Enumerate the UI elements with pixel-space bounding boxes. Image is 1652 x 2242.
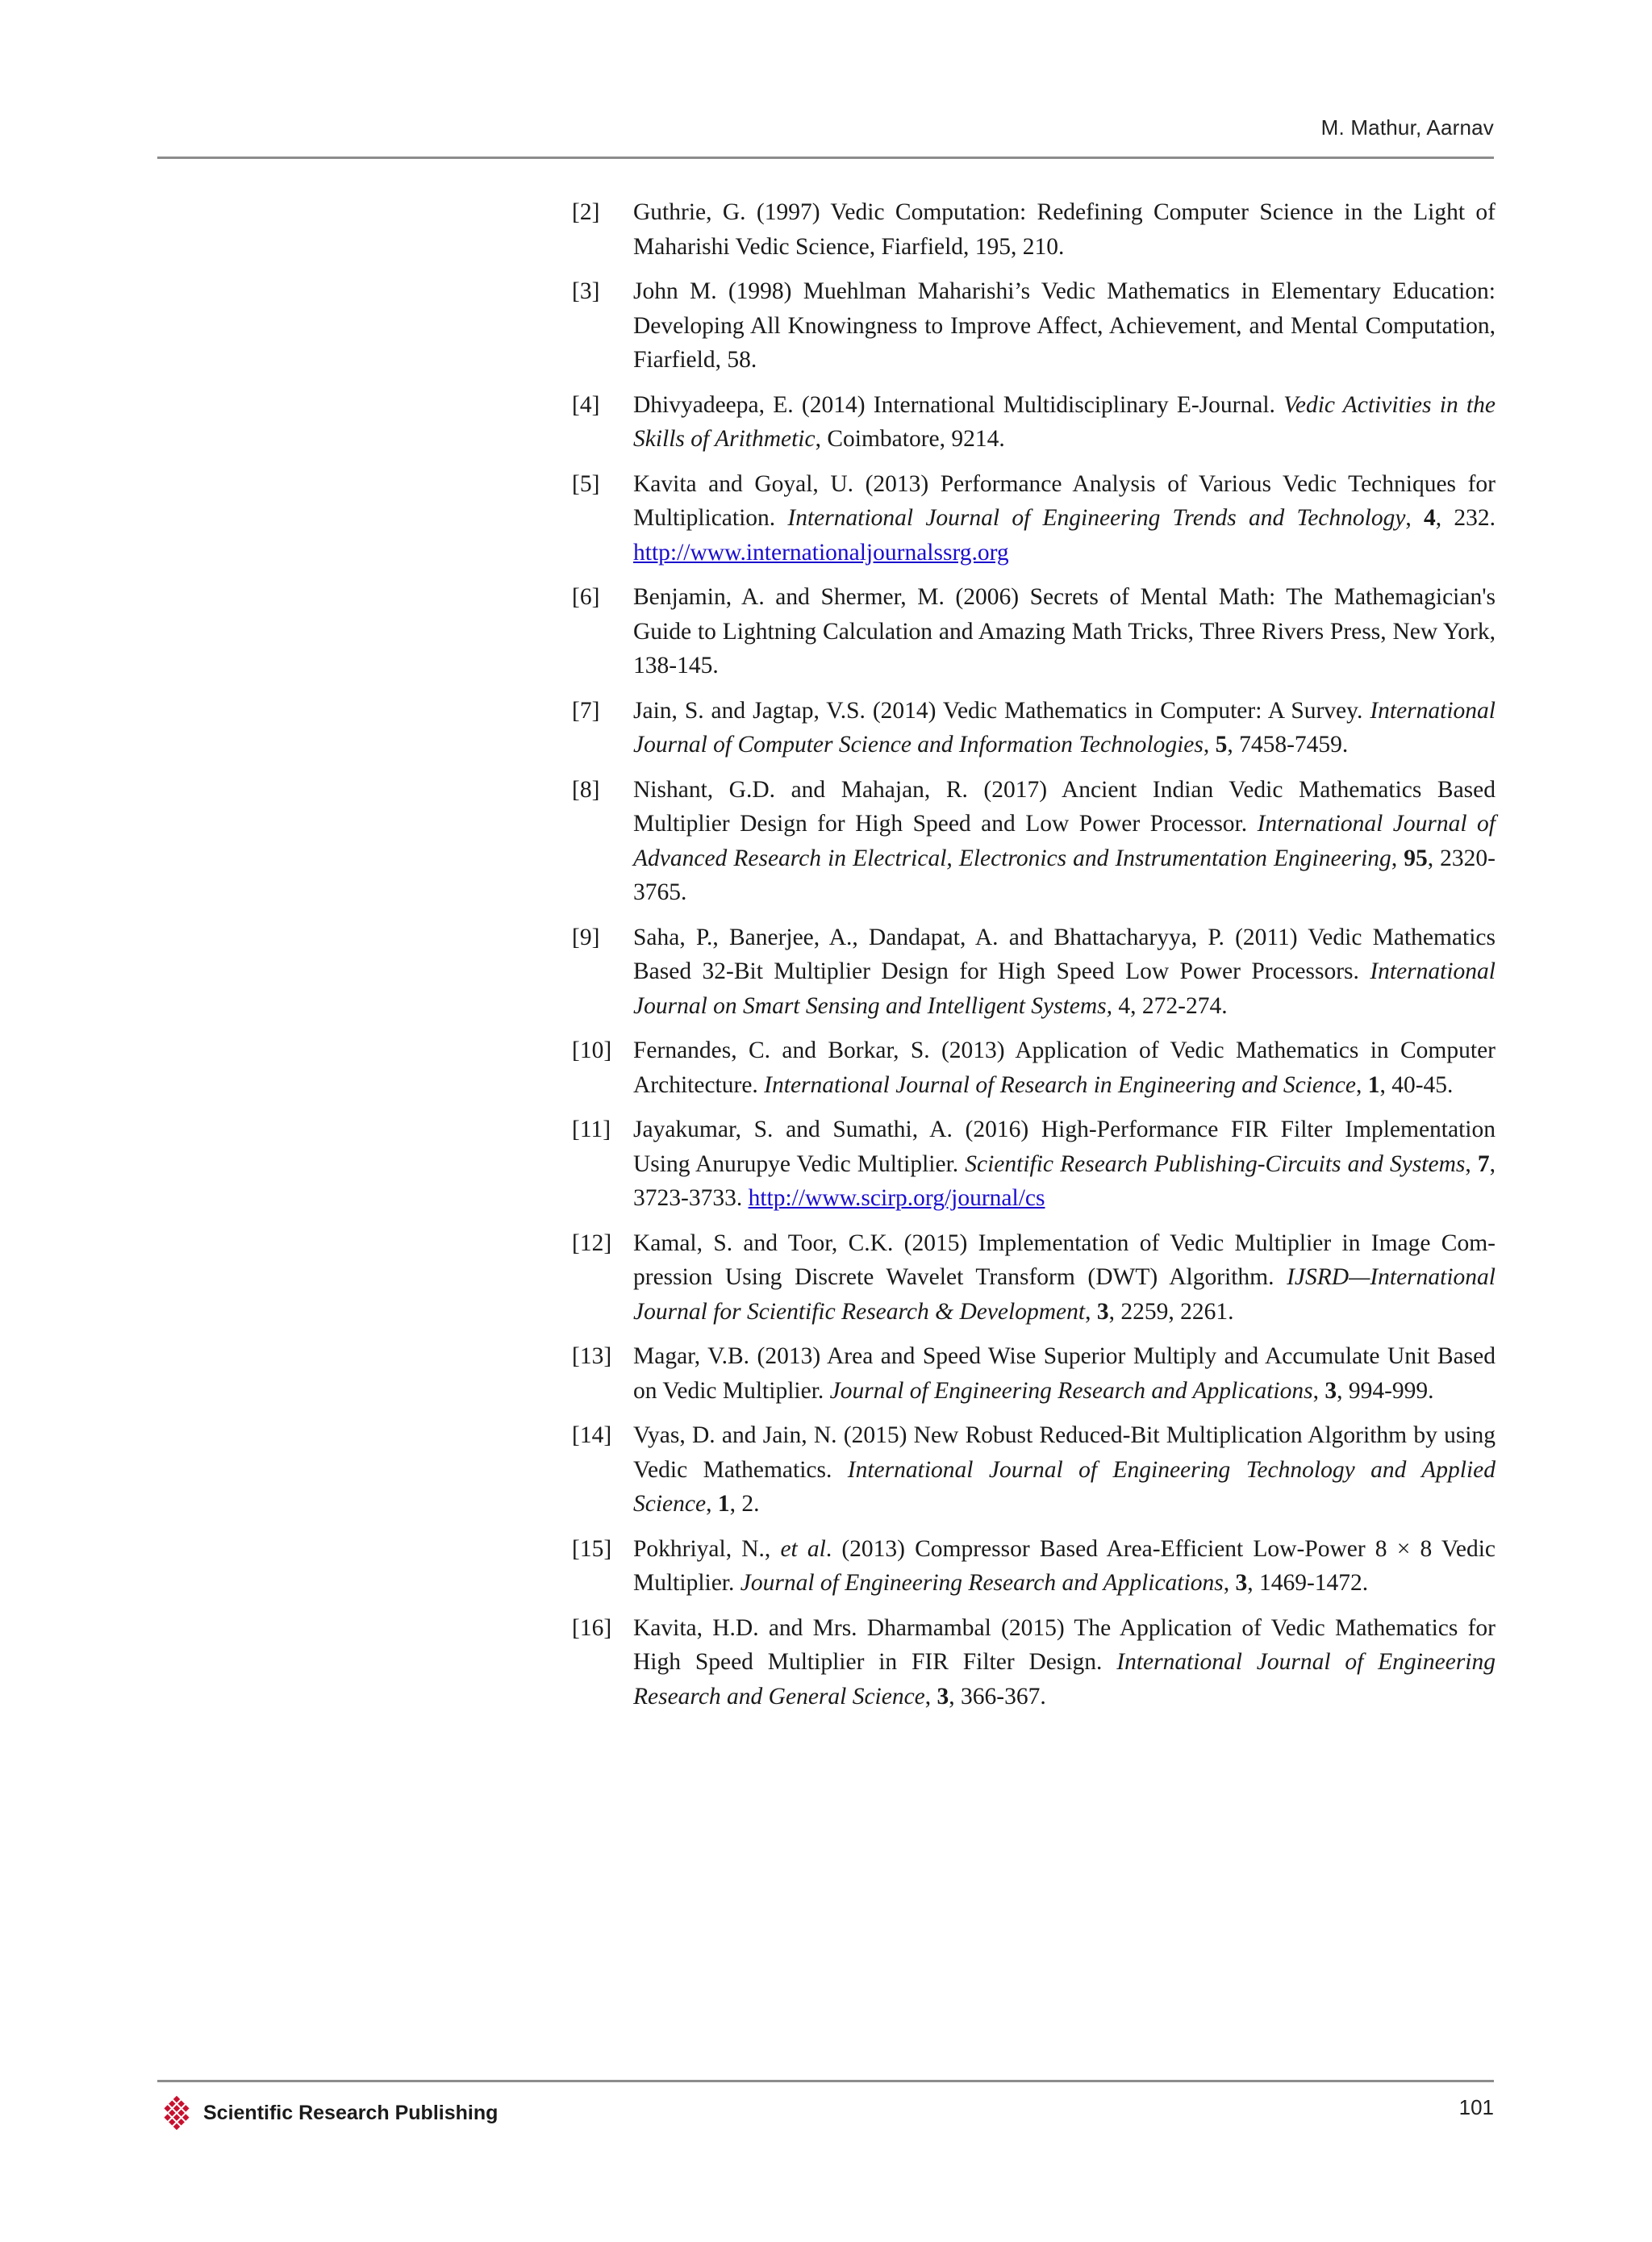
reference-number: [6] bbox=[572, 584, 600, 610]
reference-text-segment: , bbox=[1312, 1377, 1325, 1404]
reference-text-segment: , 1469-1472. bbox=[1247, 1570, 1369, 1596]
reference-text-segment: Kavita and Goyal, U. (2013) Performance Analysis of Various Vedic Techniques for Multiplication. bbox=[633, 470, 1496, 531]
reference-text bbox=[633, 274, 1496, 378]
reference-item bbox=[572, 1339, 1496, 1408]
reference-number: [5] bbox=[572, 470, 600, 497]
reference-text bbox=[633, 388, 1496, 457]
reference-text bbox=[633, 1418, 1496, 1522]
scirp-diamond-logo-icon bbox=[158, 2094, 195, 2131]
reference-text bbox=[633, 1226, 1496, 1330]
reference-text-segment: Kavita, H.D. and Mrs. Dharmambal (2015) The Application of Vedic Mathematics for High Speed Multiplier in FIR Filter Design. bbox=[633, 1614, 1496, 1675]
reference-number: [15] bbox=[572, 1535, 612, 1562]
reference-text-segment: , bbox=[706, 1491, 718, 1517]
reference-text-segment: , 366-367. bbox=[949, 1683, 1046, 1710]
reference-item bbox=[572, 1113, 1496, 1216]
reference-text bbox=[633, 694, 1496, 762]
reference-text bbox=[633, 195, 1496, 264]
reference-text-segment: , Coimbatore, 9214. bbox=[815, 426, 1005, 452]
reference-italic-title: Journal of Engineering Research and Applications bbox=[829, 1377, 1313, 1404]
reference-italic-title: International Journal of Engineering Research and General Science bbox=[633, 1649, 1496, 1710]
reference-number: [13] bbox=[572, 1343, 612, 1369]
reference-text bbox=[633, 1113, 1496, 1216]
reference-italic-title: International Journal of Computer Science and Information Technologies bbox=[633, 697, 1496, 758]
reference-item bbox=[572, 580, 1496, 683]
reference-item bbox=[572, 1611, 1496, 1714]
reference-text-segment: Magar, V.B. (2013) Area and Speed Wise Superior Multiply and Accumulate Unit Based on Vedic Multiplier. bbox=[633, 1343, 1496, 1404]
reference-text-segment: , 3723-3733. bbox=[633, 1150, 1496, 1211]
reference-text bbox=[633, 467, 1496, 570]
reference-item bbox=[572, 1418, 1496, 1522]
reference-text-segment: Pokhriyal, N., bbox=[633, 1535, 781, 1562]
reference-volume: 3 bbox=[1325, 1377, 1337, 1404]
reference-text-segment: Benjamin, A. and Shermer, M. (2006) Secrets of Mental Math: The Mathemagician's Guide to Lightning Calculation and Amazing Math Tricks, Three Rivers Press, New York, 138-145. bbox=[633, 584, 1496, 678]
reference-text-segment: Guthrie, G. (1997) Vedic Computation: Redefining Computer Science in the Light of Maharishi Vedic Science, Fiarfield, 195, 210. bbox=[633, 199, 1496, 260]
reference-item bbox=[572, 467, 1496, 570]
reference-text-segment: Saha, P., Banerjee, A., Dandapat, A. and Bhattacharyya, P. (2011) Vedic Mathematics Based 32-Bit Multiplier Design for High Speed Low Power Processors. bbox=[633, 924, 1496, 984]
reference-text bbox=[633, 773, 1496, 910]
reference-italic-title: Scientific Research Publishing-Circuits and Systems bbox=[965, 1150, 1466, 1177]
reference-text-segment: , 2259, 2261. bbox=[1108, 1298, 1234, 1325]
reference-volume: 3 bbox=[937, 1683, 949, 1710]
reference-text-segment: , 7458-7459. bbox=[1227, 732, 1349, 758]
reference-item bbox=[572, 773, 1496, 910]
header-divider bbox=[157, 157, 1494, 159]
reference-text bbox=[633, 1033, 1496, 1102]
reference-italic-title: IJSRD—International Journal for Scientific Research & Development bbox=[633, 1264, 1496, 1325]
reference-number: [9] bbox=[572, 924, 600, 950]
publisher-block bbox=[158, 2094, 498, 2131]
reference-text-segment: , bbox=[924, 1683, 937, 1710]
reference-number: [8] bbox=[572, 776, 600, 803]
reference-text-segment: Vyas, D. and Jain, N. (2015) New Robust Reduced-Bit Multiplication Algorithm by using Vedic Mathematics. bbox=[633, 1422, 1496, 1483]
reference-link[interactable]: http://www.internationaljournalssrg.org bbox=[633, 539, 1009, 566]
reference-text-segment: , bbox=[1355, 1071, 1368, 1098]
reference-number: [10] bbox=[572, 1037, 612, 1063]
reference-text-segment: , bbox=[1085, 1298, 1097, 1325]
reference-text-segment: 4, 272-274. bbox=[1112, 992, 1228, 1019]
reference-number: [7] bbox=[572, 697, 600, 724]
reference-link[interactable]: http://www.scirp.org/journal/cs bbox=[748, 1185, 1045, 1211]
reference-volume: 5 bbox=[1215, 732, 1228, 758]
reference-number: [3] bbox=[572, 278, 600, 304]
reference-number: [14] bbox=[572, 1422, 612, 1448]
reference-text-segment: , bbox=[1465, 1150, 1478, 1177]
reference-italic-title: International Journal of Advanced Research in Electrical, Electronics and Instrumentation Engineering bbox=[633, 811, 1496, 871]
reference-item bbox=[572, 1226, 1496, 1330]
reference-text-segment: , bbox=[1391, 845, 1404, 871]
reference-text bbox=[633, 1532, 1496, 1601]
reference-text-segment: Jayakumar, S. and Sumathi, A. (2016) High-Performance FIR Filter Implementation Using Anurupye Vedic Multiplier. bbox=[633, 1117, 1496, 1177]
reference-text-segment: Fernandes, C. and Borkar, S. (2013) Application of Vedic Mathematics in Computer Architecture. bbox=[633, 1037, 1496, 1098]
reference-text-segment: Kamal, S. and Toor, C.K. (2015) Implementation of Vedic Multiplier in Image Compression Using Discrete Wavelet Transform (DWT) Algorithm. bbox=[633, 1230, 1496, 1290]
reference-italic-title: International Journal of Engineering Trends and Technology bbox=[787, 505, 1406, 531]
reference-item bbox=[572, 388, 1496, 457]
reference-item bbox=[572, 1033, 1496, 1102]
reference-text-segment: , bbox=[1405, 505, 1425, 531]
reference-volume: 3 bbox=[1096, 1298, 1109, 1325]
reference-text-segment: , 232. bbox=[1435, 505, 1496, 531]
reference-text-segment: Nishant, G.D. and Mahajan, R. (2017) Ancient Indian Vedic Mathematics Based Multiplier Design for High Speed and Low Power Processor. bbox=[633, 776, 1496, 837]
reference-text bbox=[633, 580, 1496, 683]
reference-text bbox=[633, 1611, 1496, 1714]
reference-text-segment: John M. (1998) Muehlman Maharishi’s Vedic Mathematics in Elementary Education: Developing All Knowingness to Improve Affect, Achievement, and Mental Computation, Fiarfield, 58. bbox=[633, 278, 1496, 373]
reference-italic-title: International Journal of Research in Engineering and Science bbox=[764, 1071, 1356, 1098]
reference-text-segment: , bbox=[1223, 1570, 1236, 1596]
running-header-author: M. Mathur, Aarnav bbox=[1320, 115, 1494, 140]
reference-volume: 95 bbox=[1404, 845, 1428, 871]
reference-italic-title: International Journal of Engineering Technology and Applied Science bbox=[633, 1456, 1496, 1517]
reference-number: [4] bbox=[572, 391, 600, 418]
reference-text-segment: , bbox=[1203, 732, 1216, 758]
reference-item bbox=[572, 1532, 1496, 1601]
reference-number: [12] bbox=[572, 1230, 612, 1256]
footer-divider bbox=[157, 2080, 1494, 2082]
reference-number: [2] bbox=[572, 199, 600, 225]
reference-item bbox=[572, 921, 1496, 1024]
reference-item bbox=[572, 274, 1496, 378]
reference-text-segment: , 40-45. bbox=[1379, 1071, 1454, 1098]
reference-item bbox=[572, 694, 1496, 762]
reference-text-segment: . (2013) Compressor Based Area-Efficient Low-Power 8 × 8 Vedic Multiplier. bbox=[633, 1535, 1496, 1596]
reference-item bbox=[572, 195, 1496, 264]
reference-volume: 3 bbox=[1235, 1570, 1248, 1596]
page-number: 101 bbox=[1458, 2095, 1494, 2119]
reference-text-segment: , 2320-3765. bbox=[633, 845, 1496, 905]
reference-italic-title: et al bbox=[780, 1535, 826, 1562]
reference-volume: 1 bbox=[717, 1491, 730, 1517]
reference-text-segment: Dhivyadeepa, E. (2014) International Multidisciplinary E-Journal. bbox=[633, 391, 1284, 418]
reference-volume: 7 bbox=[1477, 1150, 1490, 1177]
reference-text-segment: , 994-999. bbox=[1337, 1377, 1434, 1404]
reference-text-segment: , 2. bbox=[729, 1491, 760, 1517]
reference-list bbox=[572, 195, 1496, 1724]
reference-italic-title: Journal of Engineering Research and Applications bbox=[740, 1570, 1224, 1596]
reference-volume: 4 bbox=[1424, 505, 1436, 531]
publisher-name: Scientific Research Publishing bbox=[203, 2101, 499, 2124]
reference-text bbox=[633, 921, 1496, 1024]
reference-italic-title: International Journal on Smart Sensing and Intelligent Systems, bbox=[633, 958, 1496, 1019]
reference-volume: 1 bbox=[1367, 1071, 1380, 1098]
reference-text bbox=[633, 1339, 1496, 1408]
reference-italic-title: Vedic Activities in the Skills of Arithmetic bbox=[633, 391, 1496, 452]
reference-number: [16] bbox=[572, 1614, 612, 1641]
reference-text-segment: Jain, S. and Jagtap, V.S. (2014) Vedic Mathematics in Computer: A Survey. bbox=[633, 697, 1370, 724]
reference-number: [11] bbox=[572, 1117, 611, 1142]
